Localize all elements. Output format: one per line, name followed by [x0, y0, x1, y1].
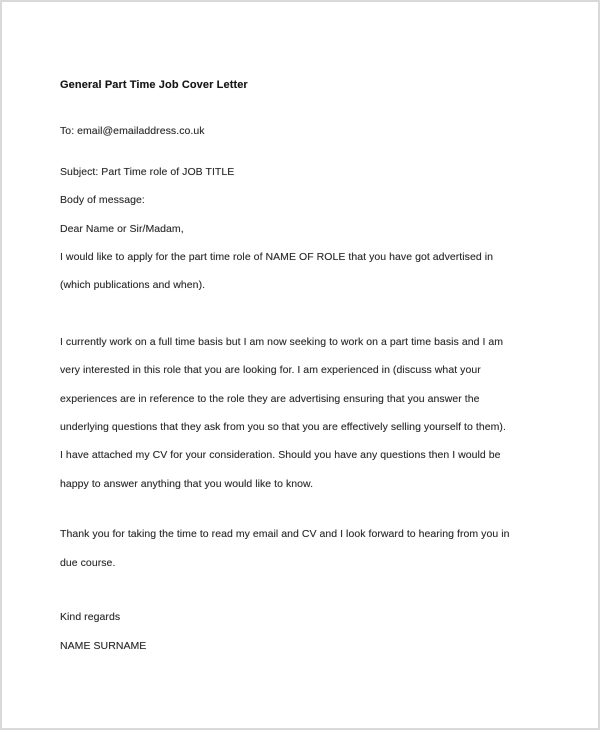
paragraph-2	[60, 328, 558, 498]
paragraph-line: I currently work on a full time basis but I am now seeking to work on a part time basis and I am	[60, 335, 504, 348]
letter-header-block	[60, 158, 558, 300]
paragraph-line: experiences are in reference to the role they are advertising ensuring that you answer the	[60, 392, 480, 405]
paragraph-line: I have attached my CV for your consideration. Should you have any questions then I would be	[60, 449, 501, 462]
body-of-message-label: Body of message:	[60, 194, 145, 207]
closing-line: Kind regards	[60, 611, 121, 624]
paragraph-line: happy to answer anything that you would like to know.	[60, 477, 314, 490]
signature-line: NAME SURNAME	[60, 639, 147, 652]
salutation: Dear Name or Sir/Madam,	[60, 222, 184, 235]
paragraph-line: Thank you for taking the time to read my email and CV and I look forward to hearing from you in	[60, 528, 510, 541]
paragraph-line: I would like to apply for the part time role of NAME OF ROLE that you have got advertised in	[60, 251, 493, 264]
paragraph-3	[60, 520, 558, 577]
closing-block	[60, 603, 558, 660]
paragraph-line: very interested in this role that you are looking for. I am experienced in (discuss what your	[60, 364, 481, 377]
to-line: To: email@emailaddress.co.uk	[60, 125, 205, 138]
document-title: General Part Time Job Cover Letter	[60, 79, 248, 91]
paragraph-line: due course.	[60, 556, 116, 569]
paragraph-line: underlying questions that they ask from you so that you are effectively selling yourself to them).	[60, 421, 506, 434]
paragraph-line: (which publications and when).	[60, 279, 206, 292]
subject-line: Subject: Part Time role of JOB TITLE	[60, 165, 235, 178]
